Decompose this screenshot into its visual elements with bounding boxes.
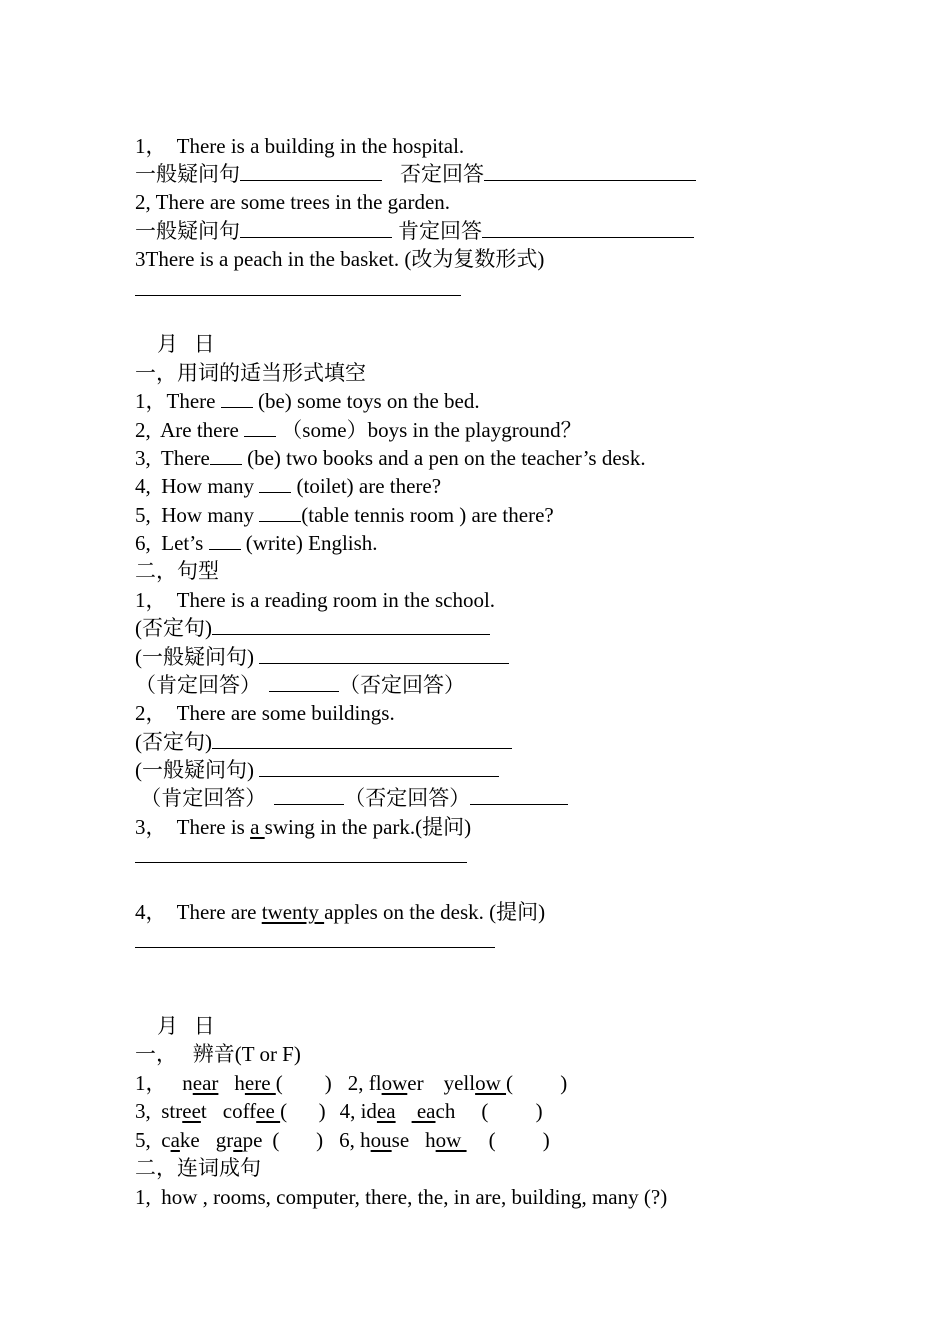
sentence-1: 1， There is a reading room in the school. — [135, 588, 496, 612]
date-heading: 月 日 — [157, 1014, 215, 1038]
general-line — [135, 643, 509, 671]
fill-text: 1，There — [135, 389, 221, 413]
sentence-text: 4， There are — [135, 900, 262, 924]
fill-item-5 — [135, 501, 554, 529]
underlined-sound: ear — [192, 1071, 219, 1095]
fill-item-4 — [135, 472, 441, 500]
general-question-label: 一般疑问句 — [135, 219, 240, 243]
general-label: (一般疑问句) — [135, 758, 260, 782]
word-part: yell — [443, 1071, 476, 1095]
underlined-sound: ow — [475, 1071, 507, 1095]
word-part: pe — [242, 1128, 263, 1152]
negative-line — [135, 614, 490, 642]
underlined-sound: ea — [376, 1099, 396, 1123]
fill-blank[interactable] — [259, 474, 291, 493]
question-2: 2, There are some trees in the garden. — [135, 190, 451, 214]
word-part: h — [234, 1071, 245, 1095]
answer-blank[interactable] — [212, 616, 490, 635]
underlined-sound: ow — [435, 1128, 467, 1152]
item-number: 3, str — [135, 1099, 183, 1123]
phonics-row-1 — [135, 1069, 567, 1097]
answers-line — [135, 784, 568, 812]
word-order-question-1: 1, how , rooms, computer, there, the, in are, building, many (?) — [135, 1185, 668, 1209]
answer-blank[interactable] — [470, 786, 568, 805]
word-part: coff — [222, 1099, 257, 1123]
question-1-answers — [135, 160, 696, 188]
general-question-label: 一般疑问句 — [135, 162, 240, 186]
part-1-title: 一，用词的适当形式填空 — [135, 361, 366, 385]
fill-text: 5, How many — [135, 503, 260, 527]
fill-text: 3, There — [135, 446, 210, 470]
negative-line — [135, 728, 512, 756]
sentence-text: apples on the desk. (提问) — [324, 900, 546, 924]
answer-parens[interactable]: ( ) — [481, 1099, 543, 1123]
sentence-text: swing in the park.(提问) — [264, 815, 472, 839]
general-label: (一般疑问句) — [135, 645, 260, 669]
fill-text: 6, Let’s — [135, 531, 209, 555]
answer-parens[interactable]: ( ) — [280, 1099, 326, 1123]
fill-blank[interactable] — [259, 503, 301, 522]
word-part: ke — [179, 1128, 200, 1152]
fill-item-2 — [135, 416, 582, 444]
answer-parens[interactable]: ( ) — [272, 1128, 324, 1152]
negative-answer-label: （否定回答） — [344, 786, 471, 810]
phonics-row-3 — [135, 1126, 550, 1154]
part-2-title: 二，连词成句 — [135, 1156, 261, 1180]
question-1: 1， There is a building in the hospital. — [135, 134, 465, 158]
negative-answer-label: （否定回答） — [339, 673, 465, 697]
general-line — [135, 756, 499, 784]
answer-line[interactable] — [135, 947, 495, 948]
sentence-4 — [135, 898, 545, 926]
fill-item-1 — [135, 387, 480, 415]
sentence-text: 3， There is — [135, 815, 251, 839]
positive-answer-label: （肯定回答） — [135, 673, 261, 697]
answer-blank[interactable] — [240, 219, 392, 238]
date-heading: 月 日 — [157, 332, 215, 356]
positive-answer-label: 肯定回答 — [398, 219, 482, 243]
underlined-sound: a — [233, 1128, 243, 1152]
underlined-sound: ea — [411, 1099, 436, 1123]
word-part: n — [182, 1071, 193, 1095]
answer-blank[interactable] — [212, 730, 512, 749]
fill-text: (be) two books and a pen on the teacher’s desk. — [241, 446, 646, 470]
word-part: er — [407, 1071, 424, 1095]
underlined-sound: ere — [244, 1071, 276, 1095]
item-number: 1， — [135, 1071, 183, 1095]
phonics-row-2 — [135, 1097, 543, 1125]
question-2-answers — [135, 217, 694, 245]
word-part: h — [425, 1128, 436, 1152]
negative-label: (否定句) — [135, 730, 212, 754]
word-part: gr — [215, 1128, 234, 1152]
underlined-sound: ee — [256, 1099, 281, 1123]
answer-blank[interactable] — [274, 786, 344, 805]
item-number: 6, h — [339, 1128, 371, 1152]
fill-text: (write) English. — [240, 531, 378, 555]
fill-blank[interactable] — [209, 531, 241, 550]
answer-blank[interactable] — [269, 673, 339, 692]
fill-text: 2, Are there — [135, 418, 245, 442]
answer-blank[interactable] — [484, 162, 696, 181]
underlined-word: a — [250, 815, 265, 839]
answer-blank[interactable] — [259, 758, 499, 777]
fill-item-3 — [135, 444, 646, 472]
word-part: ch — [435, 1099, 456, 1123]
answer-parens[interactable]: ( ) — [506, 1071, 568, 1095]
sentence-3 — [135, 813, 471, 841]
item-number: 4, id — [339, 1099, 377, 1123]
fill-text: （some）boys in the playground？ — [276, 418, 582, 442]
answer-line[interactable] — [135, 862, 467, 863]
fill-blank[interactable] — [210, 446, 242, 465]
question-3: 3There is a peach in the basket. (改为复数形式) — [135, 247, 545, 271]
fill-blank[interactable] — [221, 389, 253, 408]
underlined-sound: a — [170, 1128, 180, 1152]
fill-text: 4, How many — [135, 474, 260, 498]
answer-blank[interactable] — [259, 645, 509, 664]
underlined-sound: ou — [370, 1128, 392, 1152]
underlined-sound: ow — [381, 1071, 408, 1095]
item-number: 5, c — [135, 1128, 171, 1152]
fill-text: (table tennis room ) are there? — [301, 503, 554, 527]
fill-blank[interactable] — [244, 418, 276, 437]
item-number: 2, fl — [347, 1071, 382, 1095]
fill-text: (toilet) are there? — [291, 474, 442, 498]
negative-answer-label: 否定回答 — [400, 162, 484, 186]
part-2-title: 二，句型 — [135, 559, 219, 583]
word-part: t — [200, 1099, 207, 1123]
sentence-2: 2， There are some buildings. — [135, 701, 395, 725]
fill-item-6 — [135, 529, 378, 557]
answer-blank[interactable] — [240, 162, 382, 181]
answer-parens[interactable]: ( ) — [275, 1071, 332, 1095]
positive-answer-label: （肯定回答） — [135, 786, 267, 810]
fill-text: (be) some toys on the bed. — [252, 389, 480, 413]
answer-parens[interactable]: ( ) — [488, 1128, 550, 1152]
part-1-title: 一， 辨音(T or F) — [135, 1042, 301, 1066]
underlined-word: twenty — [261, 900, 325, 924]
negative-label: (否定句) — [135, 616, 212, 640]
answers-line — [135, 671, 465, 699]
word-part: se — [391, 1128, 410, 1152]
answer-line[interactable] — [135, 295, 461, 296]
underlined-sound: ee — [182, 1099, 201, 1123]
answer-blank[interactable] — [482, 219, 694, 238]
